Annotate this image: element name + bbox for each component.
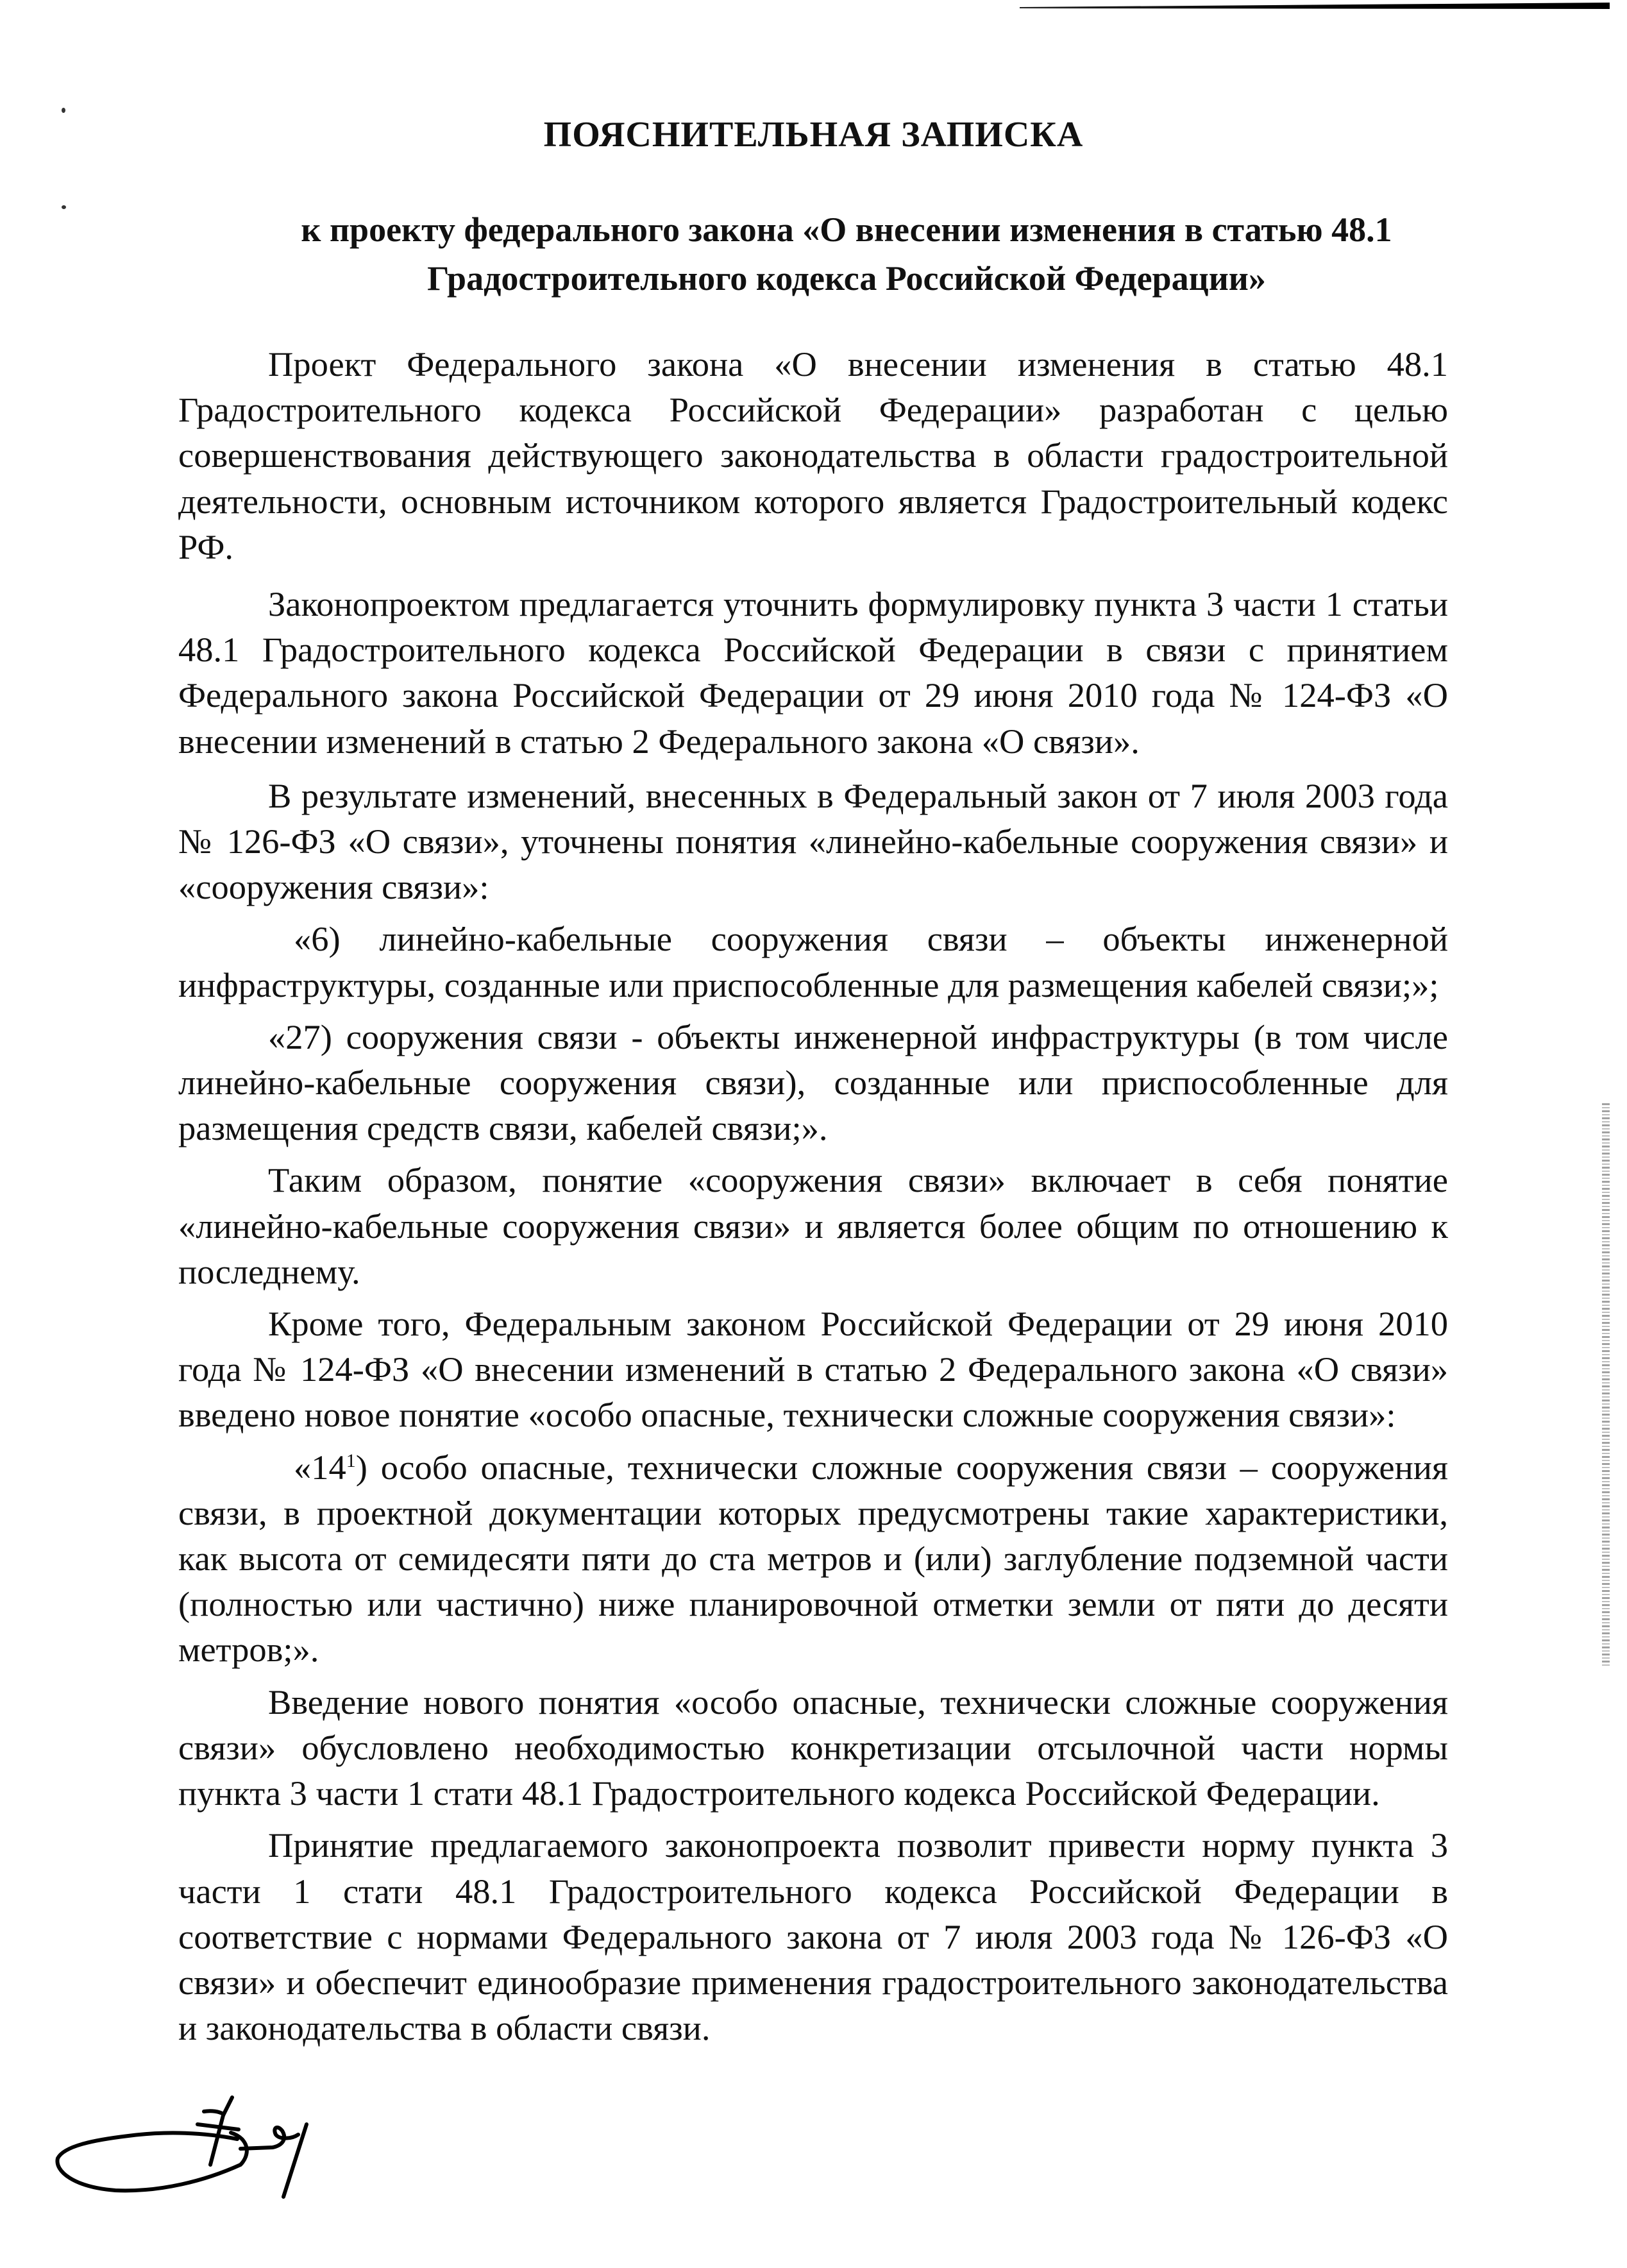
paragraph-outcome: Принятие предлагаемого законопроекта позволит привести норму пункта 3 части 1 стати 48.1 Градостроительного кодекса Российской Федерации в соответствие с нормами Федерального закона от 7 июля 2003 года № 126-ФЗ «О связи» и обеспечит единообразие применения градостроительного законодательства и законодательства в области связи. bbox=[178, 1825, 1448, 2048]
signature-stroke-1 bbox=[198, 2097, 239, 2165]
scan-artifact-top-line bbox=[1020, 3, 1610, 9]
paragraph-purpose: Проект Федерального закона «О внесении изменения в статью 48.1 Градостроительного кодекса Российской Федерации» разработан с целью совершенствования действующего законодательства в области градостроительной деятельности, основным источником которого является Градостроительный кодекс РФ. bbox=[178, 344, 1448, 566]
scan-speck bbox=[62, 205, 66, 209]
paragraph-reason: Введение нового понятия «особо опасные, технически сложные сооружения связи» обусловлено необходимостью конкретизации отсылочной части нормы пункта 3 части 1 стати 48.1 Градостроительного кодекса Российской Федерации. bbox=[178, 1682, 1448, 1813]
signature-icon bbox=[51, 2085, 321, 2200]
document-subtitle bbox=[212, 205, 1481, 303]
quote-definition-27: «27) сооружения связи - объекты инженерной инфраструктуры (в том числе линейно-кабельные сооружения связи), созданные или приспособленные для размещения средств связи, кабелей связи;». bbox=[178, 1017, 1448, 1148]
signature-stroke-2 bbox=[240, 2128, 298, 2149]
paragraph-proposal: Законопроектом предлагается уточнить формулировку пункта 3 части 1 статьи 48.1 Градостроительного кодекса Российской Федерации в связи с принятием Федерального закона Российской Федерации от 29 июня 2010 года № 124-ФЗ «О внесении изменений в статью 2 Федерального закона «О связи». bbox=[178, 584, 1448, 761]
paragraph-new-concept: Кроме того, Федеральным законом Российской Федерации от 29 июня 2010 года № 124-ФЗ «О внесении изменений в статью 2 Федерального закона «О связи» введено новое понятие «особо опасные, технически сложные сооружения связи»: bbox=[178, 1304, 1448, 1435]
scan-artifact-right-edge bbox=[1602, 1103, 1610, 1668]
quote-definition-14-1 bbox=[178, 1444, 1448, 1673]
document-title: ПОЯСНИТЕЛЬНАЯ ЗАПИСКА bbox=[543, 115, 1084, 155]
paragraph-conclusion-scope: Таким образом, понятие «сооружения связи» включает в себя понятие «линейно-кабельные сооружения связи» и является более общим по отношению к последнему. bbox=[178, 1160, 1448, 1291]
document-body bbox=[178, 341, 1448, 2051]
subtitle-line-1: к проекту федерального закона «О внесении изменения в статью 48.1 bbox=[301, 210, 1392, 249]
paragraph-changes: В результате изменений, внесенных в Федеральный закон от 7 июля 2003 года № 126-ФЗ «О связи», уточнены понятия «линейно-кабельные сооружения связи» и «сооружения связи»: bbox=[178, 775, 1448, 907]
definition-text: ) особо опасные, технически сложные сооружения связи – сооружения связи, в проектной документации которых предусмотрены такие характеристики, как высота от семидесяти пяти до ста метров и (или) заглубление подземной части (полностью или частично) ниже планировочной отметки земли от пяти до десяти метров;». bbox=[178, 1447, 1448, 1670]
scan-speck bbox=[62, 108, 65, 113]
definition-superscript: 1 bbox=[346, 1450, 356, 1471]
subtitle-line-2: Градостроительного кодекса Российской Федерации» bbox=[427, 259, 1266, 298]
quote-definition-6: «6) линейно-кабельные сооружения связи – объекты инженерной инфраструктуры, созданные или приспособленные для размещения кабелей связи;»; bbox=[178, 919, 1448, 1004]
definition-number: «14 bbox=[294, 1447, 346, 1487]
